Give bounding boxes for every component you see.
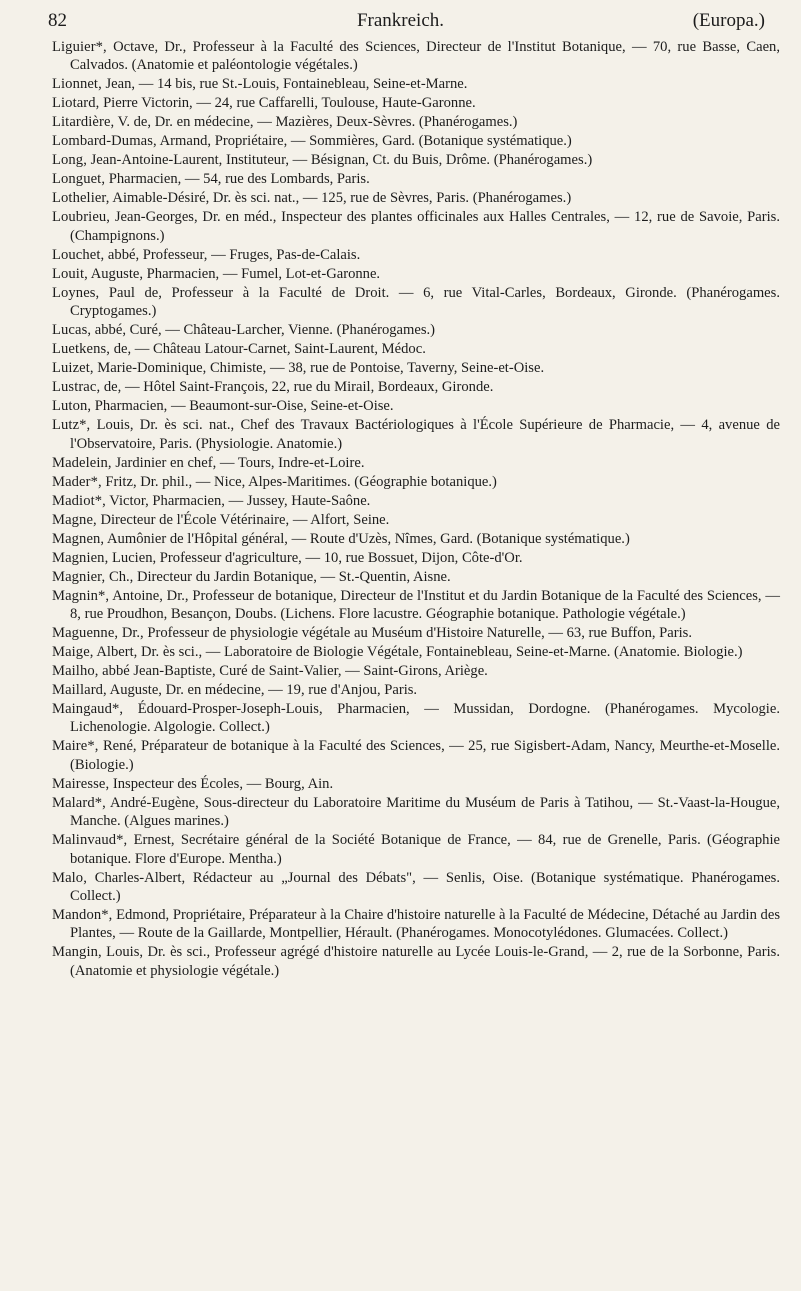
page-number: 82 <box>48 10 67 31</box>
directory-entry <box>52 321 780 339</box>
entry-name: Lucas, <box>52 322 92 339</box>
directory-entry <box>52 397 780 415</box>
entry-details: Directeur de l'École Vétérinaire, — Alfort, Seine. <box>100 511 390 528</box>
directory-entry <box>52 549 780 567</box>
directory-entry <box>52 265 780 283</box>
directory-entry <box>52 681 780 699</box>
directory-entry <box>52 151 780 169</box>
entry-details: abbé, Curé, — Château-Larcher, Vienne. (Phanérogames.) <box>94 322 436 339</box>
entry-name: Magne, <box>52 511 97 528</box>
entry-details: Ch., Directeur du Jardin Botanique, — St.-Quentin, Aisne. <box>108 568 451 585</box>
directory-entries <box>52 38 780 981</box>
directory-entry <box>52 700 780 737</box>
running-title: Frankreich. <box>356 10 445 31</box>
entry-name: Luton, <box>52 398 92 415</box>
entry-details: Auguste, Pharmacien, — Fumel, Lot-et-Garonne. <box>90 265 381 282</box>
entry-details: Jean-Georges, Dr. en méd., Inspecteur des plantes officinales aux Halles Centrales, — 12, rue de Savoie, Paris. (Champignons.) <box>70 209 780 244</box>
entry-name: Luetkens, <box>52 341 111 358</box>
entry-details: Fritz, Dr. phil., — Nice, Alpes-Maritimes. (Géographie botanique.) <box>105 473 497 490</box>
entry-name: Longuet, <box>52 171 106 188</box>
entry-details: Albert, Dr. ès sci., — Laboratoire de Biologie Végétale, Fontainebleau, Seine-et-Marne. (Anatomie. Biologie.) <box>96 644 743 661</box>
entry-details: Octave, Dr., Professeur à la Faculté des Sciences, Directeur de l'Institut Botanique, — 70, rue Basse, Caen, Calvados. (Anatomie et paléontologie végétales.) <box>70 39 780 74</box>
directory-entry <box>52 94 780 112</box>
entry-name: Mandon*, <box>52 907 113 924</box>
entry-name: Lionnet, <box>52 76 102 93</box>
entry-details: Dr., Professeur de physiologie végétale au Muséum d'Histoire Naturelle, — 63, rue Buffon, Paris. <box>121 625 692 642</box>
entry-name: Mailho, <box>52 663 99 680</box>
entry-name: Loubrieu, <box>52 209 111 226</box>
entry-name: Loynes, <box>52 284 100 301</box>
entry-name: Magnen, <box>52 530 105 547</box>
directory-entry <box>52 340 780 358</box>
entry-name: Maingaud*, <box>52 701 124 718</box>
directory-entry <box>52 624 780 642</box>
entry-name: Malo, <box>52 869 87 886</box>
entry-details: Pharmacien, — Beaumont-sur-Oise, Seine-et-Oise. <box>94 398 394 415</box>
entry-name: Lutz*, <box>52 417 91 434</box>
entry-name: Louit, <box>52 265 88 282</box>
entry-name: Mader*, <box>52 473 102 490</box>
entry-name: Mairesse, <box>52 775 110 792</box>
entry-details: V. de, Dr. en médecine, — Mazières, Deux-Sèvres. (Phanérogames.) <box>117 114 518 131</box>
entry-name: Maige, <box>52 644 94 661</box>
entry-name: Litardière, <box>52 114 115 131</box>
entry-details: Pierre Victorin, — 24, rue Caffarelli, Toulouse, Haute-Garonne. <box>103 95 476 112</box>
entry-name: Maire*, <box>52 738 99 755</box>
directory-entry <box>52 775 780 793</box>
directory-entry <box>52 473 780 491</box>
entry-details: André-Eugène, Sous-directeur du Laboratoire Maritime du Muséum de Paris à Tatihou, — St.-Vaast-la-Hougue, Manche. (Algues marines.) <box>70 794 780 830</box>
directory-entry <box>52 492 780 510</box>
entry-name: Maguenne, <box>52 625 119 642</box>
entry-name: Maillard, <box>52 682 107 699</box>
entry-details: Edmond, Propriétaire, Préparateur à la Chaire d'histoire naturelle à la Faculté de Médecine, Détaché au Jardin des Plantes, — Route de la Gaillarde, Montpellier, Hérault. (Phanérogames. Monocotylédones. Glumacées. Collect.) <box>70 907 780 942</box>
entry-details: Pharmacien, — 54, rue des Lombards, Paris. <box>108 171 370 188</box>
entry-details: Victor, Pharmacien, — Jussey, Haute-Saône. <box>109 492 371 509</box>
entry-details: Antoine, Dr., Professeur de botanique, Directeur de l'Institut et du Jardin Botanique de la Faculté des Sciences, — 8, rue Proudhon, Besançon, Doubs. (Lichens. Flore lacustre. Géographie botanique. Pathologie végétale.) <box>70 587 781 623</box>
directory-entry <box>52 189 780 207</box>
directory-entry <box>52 132 780 150</box>
directory-entry <box>52 284 780 321</box>
directory-entry <box>52 869 780 906</box>
directory-entry <box>52 113 780 131</box>
directory-entry <box>52 643 780 661</box>
directory-entry <box>52 587 780 624</box>
entry-details: Jean, — 14 bis, rue St.-Louis, Fontainebleau, Seine-et-Marne. <box>105 76 468 93</box>
entry-details: Armand, Propriétaire, — Sommières, Gard. (Botanique systématique.) <box>159 133 572 150</box>
entry-details: Aimable-Désiré, Dr. ès sci. nat., — 125, rue de Sèvres, Paris. (Phanérogames.) <box>112 190 572 207</box>
entry-details: Paul de, Professeur à la Faculté de Droit. — 6, rue Vital-Carles, Bordeaux, Gironde. (Phanérogames. Cryptogames.) <box>70 284 780 320</box>
directory-entry <box>52 170 780 188</box>
entry-name: Magnien, <box>52 549 109 566</box>
directory-entry <box>52 454 780 472</box>
entry-name: Malinvaud*, <box>52 832 128 849</box>
entry-details: Louis, Dr. ès sci. nat., Chef des Travaux Bactériologiques à l'École Supérieure de Pharmacie, — 4, avenue de l'Observatoire, Paris. (Physiologie. Anatomie.) <box>70 417 780 452</box>
entry-name: Madiot*, <box>52 492 106 509</box>
entry-details: abbé, Professeur, — Fruges, Pas-de-Calais. <box>107 246 361 263</box>
entry-details: Charles-Albert, Rédacteur au „Journal des Débats", — Senlis, Oise. (Botanique systématique. Phanérogames. Collect.) <box>70 869 780 905</box>
directory-entry <box>52 568 780 586</box>
directory-entry <box>52 38 780 75</box>
entry-details: Auguste, Dr. en médecine, — 19, rue d'Anjou, Paris. <box>109 682 418 699</box>
region-label: (Europa.) <box>692 10 765 31</box>
directory-entry <box>52 416 780 453</box>
entry-details: de, — Hôtel Saint-François, 22, rue du Mirail, Bordeaux, Gironde. <box>103 379 494 396</box>
directory-entry <box>52 831 780 868</box>
directory-entry <box>52 75 780 93</box>
entry-name: Malard*, <box>52 794 106 811</box>
directory-entry <box>52 208 780 245</box>
directory-entry <box>52 737 780 774</box>
entry-name: Luizet, <box>52 360 94 377</box>
entry-details: Lucien, Professeur d'agriculture, — 10, rue Bossuet, Dijon, Côte-d'Or. <box>111 549 523 566</box>
page-header <box>0 10 801 40</box>
entry-details: Édouard-Prosper-Joseph-Louis, Pharmacien, — Mussidan, Dordogne. (Phanérogames. Mycologie. Lichenologie. Algologie. Collect.) <box>70 701 780 736</box>
directory-entry <box>52 662 780 680</box>
entry-details: Ernest, Secrétaire général de la Société Botanique de France, — 84, rue de Grenelle, Paris. (Géographie botanique. Flore d'Europe. Mentha.) <box>70 832 780 867</box>
entry-name: Madelein, <box>52 454 112 471</box>
entry-name: Mangin, <box>52 944 102 961</box>
directory-entry <box>52 530 780 548</box>
entry-name: Lustrac, <box>52 379 101 396</box>
entry-details: Jardinier en chef, — Tours, Indre-et-Loire. <box>115 454 365 471</box>
entry-name: Long, <box>52 152 87 169</box>
entry-name: Magnier, <box>52 568 106 585</box>
entry-name: Liguier*, <box>52 39 107 55</box>
entry-name: Lombard-Dumas, <box>52 133 157 150</box>
entry-name: Liotard, <box>52 95 100 112</box>
entry-details: abbé Jean-Baptiste, Curé de Saint-Valier, — Saint-Girons, Ariège. <box>102 663 488 680</box>
entry-details: de, — Château Latour-Carnet, Saint-Laurent, Médoc. <box>113 341 426 358</box>
directory-entry <box>52 794 780 831</box>
entry-details: René, Préparateur de botanique à la Faculté des Sciences, — 25, rue Sigisbert-Adam, Nancy, Meurthe-et-Moselle. (Biologie.) <box>70 738 780 773</box>
directory-entry <box>52 906 780 943</box>
entry-name: Magnin*, <box>52 587 110 604</box>
directory-entry <box>52 943 780 980</box>
directory-entry <box>52 246 780 264</box>
entry-details: Aumônier de l'Hôpital général, — Route d'Uzès, Nîmes, Gard. (Botanique systématique.) <box>107 530 630 547</box>
entry-details: Inspecteur des Écoles, — Bourg, Ain. <box>112 775 334 792</box>
entry-details: Louis, Dr. ès sci., Professeur agrégé d'histoire naturelle au Lycée Louis-le-Grand, — 2, rue de la Sorbonne, Paris. (Anatomie et physiologie végétale.) <box>70 944 781 979</box>
entry-details: Marie-Dominique, Chimiste, — 38, rue de Pontoise, Taverny, Seine-et-Oise. <box>97 360 545 377</box>
entry-name: Louchet, <box>52 246 105 263</box>
entry-details: Jean-Antoine-Laurent, Instituteur, — Bésignan, Ct. du Buis, Drôme. (Phanérogames.) <box>90 152 593 169</box>
entry-name: Lothelier, <box>52 190 110 207</box>
directory-entry <box>52 511 780 529</box>
directory-entry <box>52 359 780 377</box>
directory-entry <box>52 378 780 396</box>
